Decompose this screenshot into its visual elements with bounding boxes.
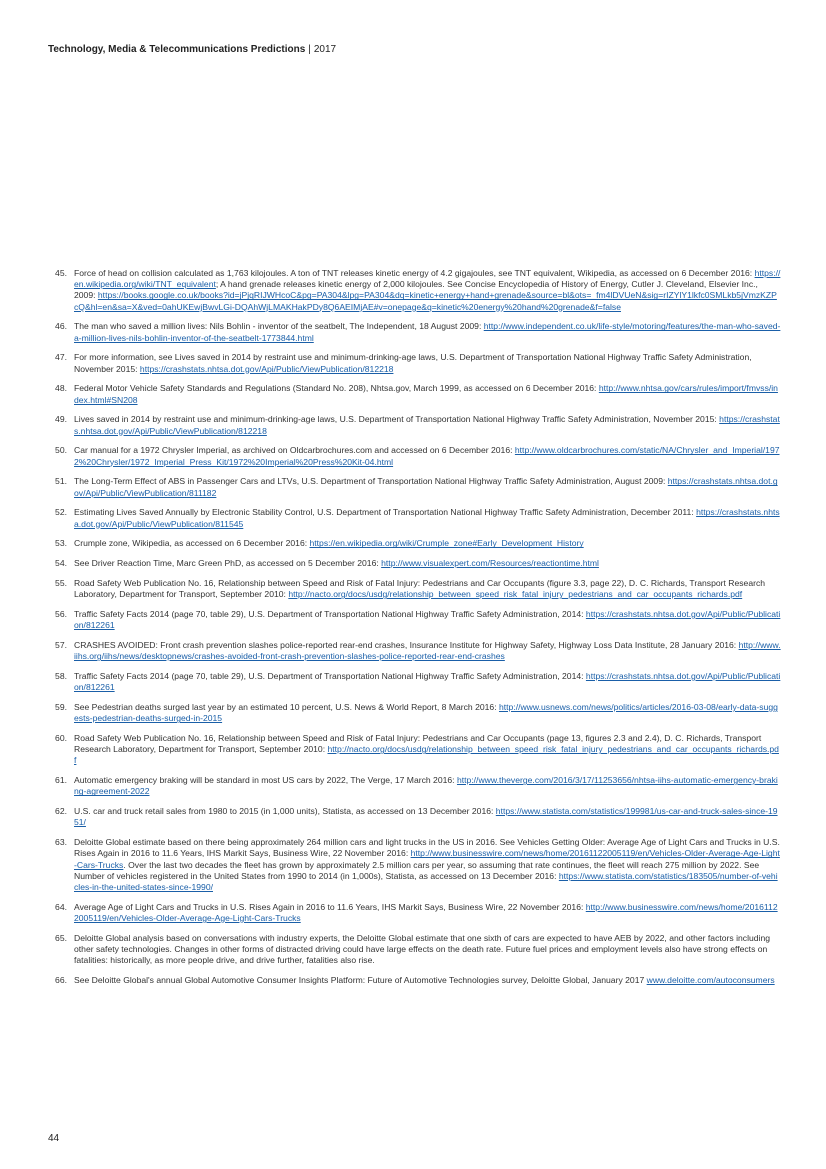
- endnote-link[interactable]: https://www.statista.com/statistics/199981/us-car-and-truck-sales-since-1951/: [74, 806, 778, 828]
- endnote-text-segment: Estimating Lives Saved Annually by Electronic Stability Control, U.S. Department of Transportation National Highway Traffic Safety Administration, December 2011:: [74, 507, 697, 518]
- endnote-link[interactable]: https://crashstats.nhtsa.dot.gov/Api/Public/Publication/812261: [74, 609, 781, 631]
- endnote-text: [74, 352, 781, 374]
- endnote-number: 54.: [55, 558, 67, 569]
- endnote-item: [46, 507, 781, 529]
- endnote-link[interactable]: http://www.businesswire.com/news/home/20161122005119/en/Vehicles-Older-Average-Age-Light-Cars-Trucks: [74, 901, 778, 924]
- endnote-text-segment: Automatic emergency braking will be standard in most US cars by 2022, The Verge, 17 March 2016:: [74, 775, 457, 786]
- endnote-link[interactable]: https://en.wikipedia.org/wiki/TNT_equivalent: [74, 268, 781, 290]
- endnote-text: [74, 609, 781, 631]
- endnote-link[interactable]: http://nacto.org/docs/usdg/relationship_between_speed_risk_fatal_injury_pedestrians_and_car_occupants_richards.pdf: [288, 589, 743, 600]
- endnote-text-segment: Road Safety Web Publication No. 16, Relationship between Speed and Risk of Fatal Injury: Pedestrians and Car Occupants (figure 3.3, page 22), D. C. Richards, Transport Research Laboratory, Department for Transport, September 2010:: [74, 578, 766, 600]
- endnote-link[interactable]: https://crashstats.nhtsa.dot.gov/Api/Public/ViewPublication/812218: [74, 414, 780, 436]
- endnote-link[interactable]: https://books.google.co.uk/books?id=jPjqRIJWHcoC&pg=PA304&lpg=PA304&dq=kinetic+energy+hand+grenade&source=bl&ots=_fm4lDVUeN&sig=rIZYlY1lkfc0SMLkb5jVmzKZPcQ&hl=en&sa=X&ved=0ahUKEwjBwvLGi-DQAhWjLMAKHakPDy8Q6AEIMjAE#v=onepage&q=kinetic%20energy%20hand%20grenade&f=false: [74, 290, 777, 312]
- endnote-item: [46, 538, 781, 549]
- endnote-text: [74, 902, 781, 924]
- endnote-text: [74, 640, 781, 662]
- endnote-item: [46, 671, 781, 693]
- publication-title: Technology, Media & Telecommunications Predictions: [48, 44, 306, 55]
- endnote-item: [46, 268, 781, 313]
- endnote-link[interactable]: https://crashstats.nhtsa.dot.gov/Api/Public/ViewPublication/812218: [139, 363, 394, 374]
- endnote-item: [46, 775, 781, 797]
- endnote-text-segment: For more information, see Lives saved in 2014 by restraint use and minimum-drinking-age laws, U.S. Department of Transportation National Highway Traffic Safety Administration, November 2015:: [74, 352, 752, 374]
- endnote-item: [46, 837, 781, 893]
- endnote-number: 47.: [55, 352, 67, 363]
- endnote-text: [74, 702, 781, 724]
- endnote-text-segment: U.S. car and truck retail sales from 1980 to 2015 (in 1,000 units), Statista, as accessed on 13 December 2016:: [74, 806, 496, 817]
- endnote-text-segment: Force of head on collision calculated as 1,763 kilojoules. A ton of TNT releases kinetic energy of 4.2 gigajoules, see TNT equivalent, Wikipedia, as accessed on 6 December 2016:: [74, 268, 755, 278]
- endnote-item: [46, 902, 781, 924]
- endnote-text: [74, 975, 781, 986]
- page-number: 44: [48, 1133, 60, 1144]
- endnote-number: 56.: [55, 609, 67, 619]
- endnote-number: 66.: [55, 975, 67, 986]
- endnote-text-segment: Traffic Safety Facts 2014 (page 70, table 29), U.S. Department of Transportation National Highway Traffic Safety Administration, 2014:: [74, 609, 586, 619]
- endnote-text: [74, 383, 781, 405]
- endnote-item: [46, 383, 781, 405]
- endnote-number: 62.: [55, 806, 67, 817]
- endnote-number: 49.: [55, 414, 67, 425]
- endnote-number: 59.: [55, 702, 67, 712]
- endnote-link[interactable]: http://www.theverge.com/2016/3/17/11253656/nhtsa-iihs-automatic-emergency-braking-agreement-2022: [74, 775, 778, 797]
- endnotes-list: [46, 268, 781, 995]
- endnote-link[interactable]: http://www.visualexpert.com/Resources/reactiontime.html: [381, 558, 599, 569]
- endnote-item: [46, 640, 781, 662]
- endnote-text: [74, 933, 781, 967]
- endnote-item: [46, 476, 781, 498]
- endnote-number: 57.: [55, 640, 67, 650]
- endnote-link[interactable]: https://crashstats.nhtsa.dot.gov/Api/Public/ViewPublication/811182: [74, 476, 778, 498]
- endnote-number: 55.: [55, 578, 67, 588]
- endnote-item: [46, 445, 781, 467]
- endnote-item: [46, 975, 781, 986]
- endnote-item: [46, 609, 781, 631]
- page-header: [48, 44, 336, 55]
- endnote-text-segment: See Driver Reaction Time, Marc Green PhD, as accessed on 5 December 2016:: [74, 558, 382, 569]
- endnote-text: [74, 414, 781, 436]
- endnote-text-segment: Average Age of Light Cars and Trucks in U.S. Rises Again in 2016 to 11.6 Years, IHS Markit Says, Business Wire, 22 November 2016:: [74, 901, 586, 912]
- endnote-link[interactable]: https://en.wikipedia.org/wiki/Crumple_zone#Early_Development_History: [309, 538, 584, 549]
- endnote-text: [74, 507, 781, 529]
- endnote-link[interactable]: www.deloitte.com/autoconsumers: [646, 975, 775, 986]
- endnote-text: [74, 268, 781, 313]
- endnote-text: [74, 538, 781, 549]
- endnote-number: 46.: [55, 321, 67, 332]
- header-separator: |: [308, 44, 311, 55]
- endnote-link[interactable]: http://www.oldcarbrochures.com/static/NA/Chrysler_and_Imperial/1972%20Chrysler/1972_Imperial_Press_Kit/1972%20Imperial%20Press%20Kit-04.html: [74, 445, 780, 467]
- endnote-text-segment: Crumple zone, Wikipedia, as accessed on 6 December 2016:: [74, 538, 310, 549]
- endnote-link[interactable]: http://www.nhtsa.gov/cars/rules/import/fmvss/index.html#SN208: [74, 383, 778, 405]
- endnote-text-segment: See Pedestrian deaths surged last year by an estimated 10 percent, U.S. News & World Report, 8 March 2016:: [74, 702, 499, 712]
- endnote-link[interactable]: https://crashstats.nhtsa.dot.gov/Api/Public/ViewPublication/811545: [74, 507, 780, 529]
- endnote-number: 65.: [55, 932, 67, 943]
- endnote-item: [46, 558, 781, 569]
- endnote-text-segment: See Deloitte Global's annual Global Automotive Consumer Insights Platform: Future of Automotive Technologies survey, Deloitte Global, January 2017: [74, 975, 647, 986]
- endnote-item: [46, 352, 781, 374]
- endnote-text-segment: Lives saved in 2014 by restraint use and minimum-drinking-age laws, U.S. Department of Transportation National Highway Traffic Safety Administration, November 2015:: [74, 414, 720, 425]
- publication-year: 2017: [313, 44, 337, 55]
- endnote-link[interactable]: http://www.usnews.com/news/politics/articles/2016-03-08/early-data-suggests-pedestrian-deaths-surged-in-2015: [74, 702, 778, 724]
- endnote-text: [74, 806, 781, 828]
- endnote-text-segment: Deloitte Global analysis based on conversations with industry experts, the Deloitte Global estimate that one sixth of cars are expected to have AEB by 2022, and other factors including other safety technologies. Changes in other forms of distracted driving could have large effects on the death rate. Future fuel prices and employment levels also have strong effects on fatalities: historically, as more people drive, and drive further, fatalities also rise.: [74, 932, 771, 966]
- endnote-text-segment: Road Safety Web Publication No. 16, Relationship between Speed and Risk of Fatal Injury: Pedestrians and Car Occupants (page 13, figures 2.3 and 2.4), D. C. Richards, Transport Research Laboratory, Department for Transport, September 2010:: [74, 733, 762, 755]
- endnote-item: [46, 414, 781, 436]
- endnote-item: [46, 702, 781, 724]
- endnote-item: [46, 733, 781, 767]
- endnote-text-segment: The man who saved a million lives: Nils Bohlin - inventor of the seatbelt, The Independent, 18 August 2009:: [74, 321, 484, 332]
- endnote-number: 64.: [55, 901, 67, 912]
- endnote-item: [46, 806, 781, 828]
- endnote-link[interactable]: https://crashstats.nhtsa.dot.gov/Api/Public/Publication/812261: [74, 671, 781, 693]
- endnote-text-segment: Federal Motor Vehicle Safety Standards and Regulations (Standard No. 208), Nhtsa.gov, March 1999, as accessed on 6 December 2016:: [74, 383, 599, 394]
- endnote-text-segment: Deloitte Global estimate based on there being approximately 264 million cars and light trucks in the US in 2016. See Vehicles Getting Older: Average Age of Light Cars and Trucks in U.S. Rises Again in 2016 to 11.6 Years, IHS Markit Says, Business Wire, 22 November 2016:: [74, 837, 780, 859]
- endnote-item: [46, 933, 781, 967]
- endnote-text-segment: Car manual for a 1972 Chrysler Imperial, as archived on Oldcarbrochures.com and accessed on 6 December 2016:: [74, 445, 515, 456]
- endnote-link[interactable]: http://www.businesswire.com/news/home/20161122005119/en/Vehicles-Older-Average-Age-Light-Cars-Trucks: [74, 848, 780, 870]
- endnote-item: [46, 321, 781, 343]
- endnote-link[interactable]: https://www.statista.com/statistics/183505/number-of-vehicles-in-the-united-states-since-1990/: [74, 870, 778, 893]
- endnote-text: [74, 733, 781, 767]
- endnote-number: 63.: [55, 837, 67, 848]
- endnote-text: [74, 445, 781, 467]
- endnote-number: 53.: [55, 538, 67, 549]
- endnote-text-segment: ; A hand grenade releases kinetic energy of 2,000 kilojoules. See Concise Encyclopedia of History of Energy, Cutler J. Cleveland, Elsevier Inc., 2009:: [74, 279, 758, 301]
- endnote-number: 58.: [55, 671, 67, 681]
- endnote-link[interactable]: http://www.independent.co.uk/life-style/motoring/features/the-man-who-saved-a-million-lives-nils-bohlin-inventor-of-the-seatbelt-1773844.html: [74, 321, 781, 343]
- endnote-item: [46, 578, 781, 600]
- endnote-text-segment: The Long-Term Effect of ABS in Passenger Cars and LTVs, U.S. Department of Transportation National Highway Traffic Safety Administration, August 2009:: [74, 476, 668, 487]
- endnote-number: 50.: [55, 445, 67, 456]
- endnote-text: [74, 837, 781, 893]
- endnote-text-segment: . Over the last two decades the fleet has grown by approximately 2.5 million cars per year, so assuming that rate continues, the fleet will reach 275 million by 2022. See Number of vehicles registered in the United States from 1990 to 2014 (in 1,000s), Statista, as accessed on 13 December 2016:: [74, 859, 760, 881]
- endnote-text: [74, 578, 781, 600]
- endnote-number: 45.: [55, 268, 67, 278]
- endnote-text: [74, 558, 781, 569]
- endnote-text-segment: CRASHES AVOIDED: Front crash prevention slashes police-reported rear-end crashes, Insurance Institute for Highway Safety, Highway Loss Data Institute, 28 January 2016:: [74, 640, 739, 650]
- endnote-number: 61.: [55, 775, 67, 786]
- endnote-link[interactable]: http://nacto.org/docs/usdg/relationship_between_speed_risk_fatal_injury_pedestrians_and_car_occupants_richards.pdf: [74, 744, 779, 766]
- endnote-text-segment: Traffic Safety Facts 2014 (page 70, table 29), U.S. Department of Transportation National Highway Traffic Safety Administration, 2014:: [74, 671, 586, 681]
- endnote-number: 52.: [55, 507, 67, 518]
- endnote-text: [74, 775, 781, 797]
- endnote-text: [74, 321, 781, 343]
- endnote-text: [74, 476, 781, 498]
- endnote-number: 51.: [55, 476, 67, 487]
- endnote-text: [74, 671, 781, 693]
- endnote-link[interactable]: http://www.iihs.org/iihs/news/desktopnews/crashes-avoided-front-crash-prevention-slashes-police-reported-rear-end-crashes: [74, 640, 781, 662]
- endnote-number: 60.: [55, 733, 67, 743]
- endnote-number: 48.: [55, 383, 67, 394]
